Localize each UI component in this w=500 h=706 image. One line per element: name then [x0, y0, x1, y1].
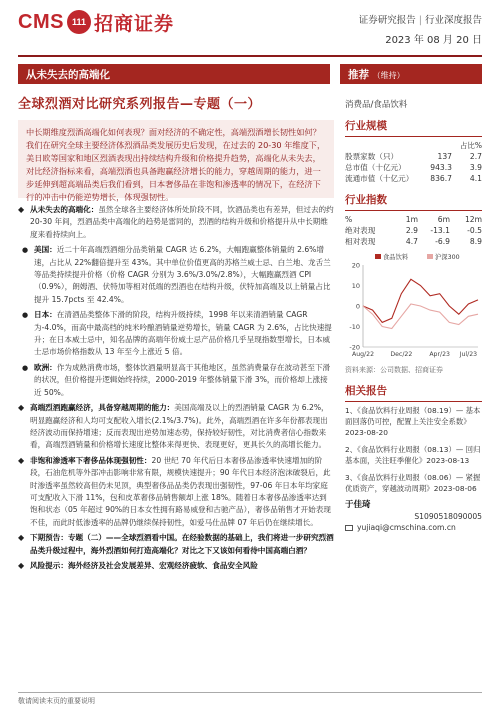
related-reports-heading: 相关报告 [345, 383, 482, 402]
sub-bullet-marker-icon: ● [22, 311, 29, 320]
bullet-marker-icon: ◆ [18, 560, 25, 570]
bullet-lead: 非饱和渗透率下奢侈品体现强韧性： [30, 455, 152, 465]
index-col: 12m [464, 215, 482, 224]
index-chart-svg [345, 251, 482, 363]
series-line [363, 304, 478, 329]
sidebar [345, 118, 482, 533]
bullet-item [18, 560, 334, 572]
bullet-text: 虽然全球各主要经济体所处阶段不同，饮酒品类也有差异，但过去的约 20-30 年间，烈酒品类中高端化的趋势是雷同的，烈酒的结构升级和价格提升从中长期维度来看持续向上。 [30, 205, 334, 239]
bullet-marker-icon: ◆ [18, 205, 25, 214]
scale-label: 股票家数（只） [345, 152, 399, 161]
mail-icon [345, 525, 353, 531]
index-unit: % [345, 215, 353, 224]
bullet-text: 作为成熟消费市场，整体饮酒量明显高于其他地区，虽然消费量存在波动甚至下滑的状况，但价格提升逻辑始终持续，2000-2019 年整体销量下滑 3%，而价格却上涨接近 50%。 [34, 362, 331, 397]
bullet-lead: 风险提示： [30, 560, 68, 570]
rating-badge [340, 64, 482, 84]
index-header-row [345, 214, 482, 225]
bullet-item [20, 362, 334, 399]
x-tick-label: Dec/22 [390, 351, 413, 358]
sub-bullet-marker-icon: ● [22, 246, 29, 255]
logo-chinese: 招商证券 [93, 12, 174, 35]
related-report-item[interactable]: 2、《食品饮料行业周报（08.13）— 回归基本面，关注旺季催化》2023-08-13 [345, 445, 481, 465]
bullet-item [18, 532, 334, 557]
chart-source: 资料来源：公司数据、招商证券 [345, 366, 443, 374]
scale-row [345, 151, 482, 162]
series-line [363, 279, 478, 322]
bullet-list [18, 204, 334, 575]
bullet-item [18, 455, 334, 529]
rating-detail: （维持） [372, 71, 405, 80]
section-label: 从未失去的高端化 [18, 64, 330, 84]
report-type: 证券研究报告 [358, 15, 416, 26]
scale-value: 943.3 [430, 163, 452, 172]
scale-row [345, 173, 482, 184]
scale-pct: 3.9 [469, 163, 482, 172]
legend-swatch [427, 254, 433, 259]
y-tick-label: 10 [351, 282, 360, 290]
sub-bullet-marker-icon: ● [22, 363, 29, 372]
footer-note: 敬请阅读末页的重要说明 [18, 697, 95, 705]
bullet-item [18, 402, 334, 452]
x-tick-label: Aug/22 [351, 351, 375, 358]
bullet-text: 海外经济及社会发展差异、宏观经济疲软、食品安全风险 [67, 560, 258, 570]
legend-swatch [375, 254, 381, 259]
legend-label: 沪深300 [435, 254, 460, 261]
scale-label: 总市值（十亿元） [345, 163, 406, 172]
scale-label: 流通市值（十亿元） [345, 174, 414, 183]
industry-index-heading: 行业指数 [345, 192, 482, 211]
index-value: 2.9 [405, 226, 418, 235]
bullet-lead: 高端烈酒跑赢经济，具备穿越周期的能力： [30, 403, 175, 413]
bullet-lead: 欧洲： [34, 362, 57, 372]
bullet-marker-icon: ◆ [18, 533, 25, 543]
industry-scale-heading: 行业规模 [345, 118, 482, 137]
index-value: -6.9 [435, 237, 450, 246]
y-tick-label: -10 [349, 323, 360, 331]
bullet-text: 美国高端及以上的烈酒销量 CAGR 为 6.2%，明显跑赢经济和人均可支配收入增长(2.1%/3.7%)。此外，高端烈酒在许多年份都表现出经济波动而保持增速；反而表现出逆势加速态势，保持较好韧性，对比消费者信心指数来看，高端烈酒销量和价格增长速度比整体来得更快、表现更好，更具长久的高增长能力。 [30, 403, 329, 450]
logo-badge-icon: 111 [67, 10, 91, 34]
index-chart [345, 251, 482, 363]
index-value: 4.7 [405, 237, 418, 246]
bullet-text: 20 世纪 70 年代后日本奢侈品渗透率快速增加的阶段，石油危机等外部冲击影响非常有限，规模快速提升；90 年代日本经济泡沫破裂后，此时渗透率虽然较高但仍未见顶，典型奢侈品品类仍表现出强韧性，97-06 年日本年均家庭可支配收入下滑 11%，包和皮革奢侈品销售额却上涨 18%。随着日本奢侈品渗透率达到饱和状态（05 年超过 90%的日本女性拥有路易威登和古驰产品），奢侈品销售才开始表现不佳，而此时低渗透率的品牌仍继续保持韧性，如爱马仕品牌 07 年后仍在继续增长。 [30, 455, 331, 527]
scale-row [345, 162, 482, 173]
scale-unit: 占比% [459, 141, 482, 150]
index-label: 绝对表现 [345, 226, 376, 235]
index-col: 1m [405, 215, 418, 224]
y-tick-label: 0 [355, 302, 360, 311]
index-row [345, 236, 482, 247]
legend-label: 食品饮料 [383, 254, 409, 261]
index-row [345, 225, 482, 236]
bullet-marker-icon: ◆ [18, 455, 25, 465]
y-tick-label: 20 [351, 261, 360, 270]
page-title: 全球烈酒对比研究系列报告—专题（一） [18, 97, 262, 112]
analyst-block [345, 500, 482, 533]
scale-pct: 4.1 [469, 174, 482, 183]
bullet-lead: 从未失去的高端化： [30, 205, 99, 214]
bullet-item [20, 309, 334, 359]
bullet-item [20, 244, 334, 306]
report-date: 2023 年 08 月 20 日 [385, 35, 482, 46]
scale-pct: 2.7 [469, 152, 482, 161]
x-tick-label: Apr/23 [429, 351, 451, 358]
index-value: 8.9 [469, 237, 482, 246]
bullet-item [18, 204, 334, 241]
analyst-email[interactable]: yujiaqi@cmschina.com.cn [357, 523, 456, 532]
cms-logo [18, 10, 174, 34]
bullet-lead: 美国： [34, 245, 57, 255]
summary-box: 中长期维度烈酒高端化如何表现？面对经济的不确定性，高端烈酒增长韧性如何？我们在研究全球主要经济体烈酒品类发展历史后发现，在过去的 20-30 年维度下，美日欧等国家和地区烈酒表现出持续结构升级和价格提升趋势，高端化从未失去，对比经济指标来看，高端烈酒也具备跑赢经济增长的能力，穿越周期的能力，进一步延伸到超高端品类后我们看到，日本奢侈品在非饱和渗透率的情况下，在经济下行的冲击中仍能逆势增长，体现强韧性。 [18, 120, 334, 198]
related-report-item[interactable]: 1、《食品饮料行业周报（08.19）— 基本面回落仍可控，配置上关注安全系数》2023-08-20 [345, 406, 481, 437]
analyst-cert: S1090518090005 [414, 512, 482, 521]
bullet-lead: 下期预告：专题（二）——全球烈酒看中国。 [30, 533, 182, 543]
bullet-lead: 日本： [34, 310, 57, 320]
report-meta [359, 12, 482, 46]
index-value: -0.5 [467, 226, 482, 235]
index-value: -13.1 [430, 226, 450, 235]
y-tick-label: -20 [349, 343, 360, 352]
index-col: 6m [437, 215, 450, 224]
scale-value: 836.7 [430, 174, 452, 183]
bullet-text: 在清酒品类整体下滑的阶段，结构升级持续，1998 年以来清酒销量 CAGR 为-4.0%，而高中最高档的纯米吟酿酒销量逆势增长，销量 CAGR 为 2.6%，占比快速提升；在日本威士忌中，知名品牌的高端年份威士忌产品价格几乎呈现指数型增长，日本威士忌市场价格指数从 13 年至今上涨近 5 倍。 [34, 310, 332, 357]
meta-separator: | [418, 15, 422, 26]
report-category: 行业深度报告 [424, 15, 482, 26]
logo-latin: CMS [18, 10, 64, 33]
bullet-text: 在经验数据的基础上，我们将进一步研究烈酒品类升级过程中，海外烈酒如何打造高端化？对比之下又该如何看待中国高端白酒？ [30, 533, 334, 555]
bullet-marker-icon: ◆ [18, 403, 25, 413]
header-divider [18, 55, 482, 57]
bullet-text: 近二十年高端烈酒细分品类销量 CAGR 达 6.2%，大幅跑赢整体销量的 2.6%增速，占比从 22%翻倍提升至 43%。其中单位价值更高的苏格兰威士忌、白兰地、龙舌兰等品类持续提升价格（价格 CAGR 分别为 3.6%/3.0%/2.8%），大幅跑赢烈酒 CPI（0.9%），朗姆酒、伏特加等相对低端的烈酒也在结构升级，伏特加高端及以上销量占比提升 15.7pcts 至 42.4%。 [34, 245, 331, 304]
analyst-name: 于佳琦 [345, 500, 371, 510]
related-report-item[interactable]: 3、《食品饮料行业周报（08.06）— 紧握优质资产，穿越波动周期》2023-08-06 [345, 473, 481, 493]
scale-value: 137 [437, 152, 452, 161]
index-label: 相对表现 [345, 237, 376, 246]
industry-label: 消费品/食品饮料 [345, 100, 408, 110]
footer-divider [18, 692, 482, 693]
rating-label: 推荐 [348, 69, 369, 81]
report-header [0, 0, 500, 52]
x-tick-label: Jul/23 [459, 351, 478, 358]
